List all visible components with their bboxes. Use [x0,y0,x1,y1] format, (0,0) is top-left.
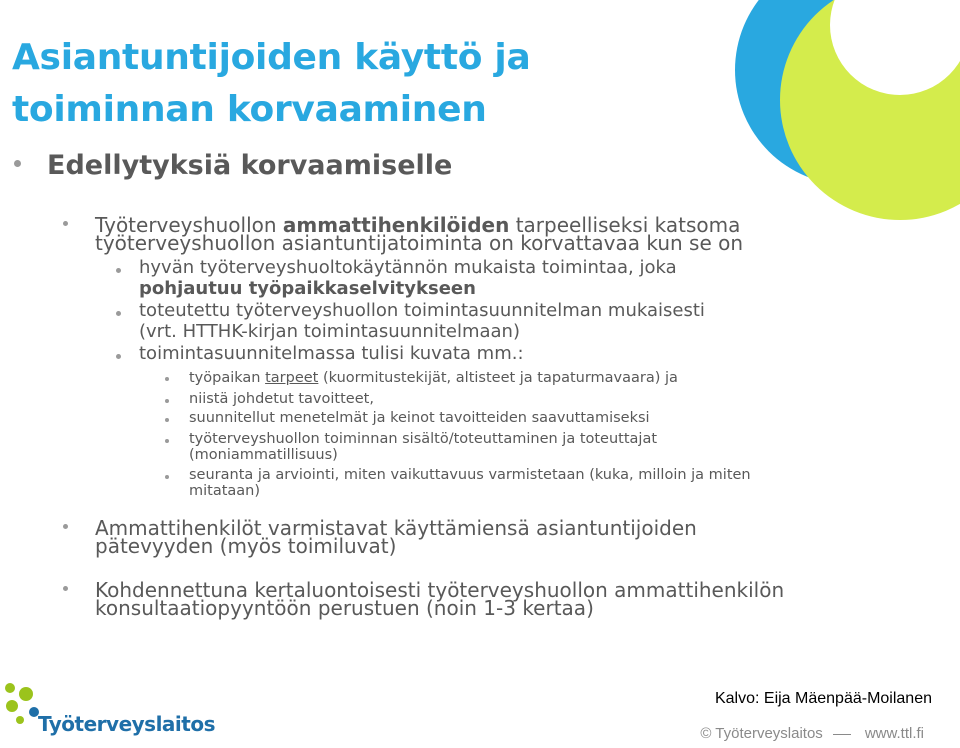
bullet-dot [14,160,21,167]
footer [700,725,924,742]
bullet-dot [63,524,68,529]
list-item-content: työterveyshuollon toiminnan sisältö/toteuttaminen ja toteuttajat (moniammatillisuus) [189,431,658,463]
sub-bullet-c: toimintasuunnitelmassa tulisi kuvata mm.: [139,343,524,364]
bullet-dot [165,418,169,422]
section-heading: Edellytyksiä korvaamiselle [14,150,452,181]
bullet-dot [165,377,169,381]
list-item-monitoring: seuranta ja arviointi, miten vaikuttavuus varmistetaan (kuka, milloin ja miten mitataan) [189,467,751,499]
footer-copyright: © Työterveyslaitos [700,725,823,742]
bullet-paragraph-1: Työterveyshuollon ammattihenkilöiden tarpeelliseksi katsoma työterveyshuollon asiantuntijatoiminta on korvattavaa kun se on [95,213,744,255]
bullet-dot [165,439,169,443]
bullet-dot [165,399,169,403]
sub-bullet-b: toteutettu työterveyshuollon toimintasuunnitelman mukaisesti (vrt. HTTHK-kirjan toimintasuunnitelmaan) [139,300,705,342]
bullet-paragraph-3: Kohdennettuna kertaluontoisesti työterveyshuollon ammattihenkilön konsultaatiopyyntöön perustuen (noin 1-3 kertaa) [95,578,785,620]
slide-title: Asiantuntijoiden käyttö ja toiminnan korvaaminen [12,37,531,130]
ttl-logo-text: Työterveyslaitos [38,712,215,736]
bullet-paragraph-2: Ammattihenkilöt varmistavat käyttämiensä asiantuntijoiden pätevyyden (myös toimiluvat) [95,516,697,558]
list-item-goals: niistä johdetut tavoitteet, [189,391,374,407]
bullet-dot [116,268,121,273]
bullet-dot [63,221,68,226]
footer-dash [833,734,851,735]
sub-bullet-a: hyvän työterveyshuoltokäytännön mukaista toimintaa, joka pohjautuu työpaikkaselvitykseen [139,257,677,299]
bullet-dot [116,354,121,359]
bullet-dot [63,586,68,591]
slide-credit: Kalvo: Eija Mäenpää-Moilanen [714,690,932,707]
bullet-dot [165,475,169,479]
bullet-dot [116,311,121,316]
footer-url[interactable]: www.ttl.fi [864,725,924,742]
list-item-methods: suunnitellut menetelmät ja keinot tavoitteiden saavuttamiseksi [189,410,650,426]
list-item-needs: työpaikan tarpeet (kuormitustekijät, altisteet ja tapaturmavaara) ja [189,370,678,386]
